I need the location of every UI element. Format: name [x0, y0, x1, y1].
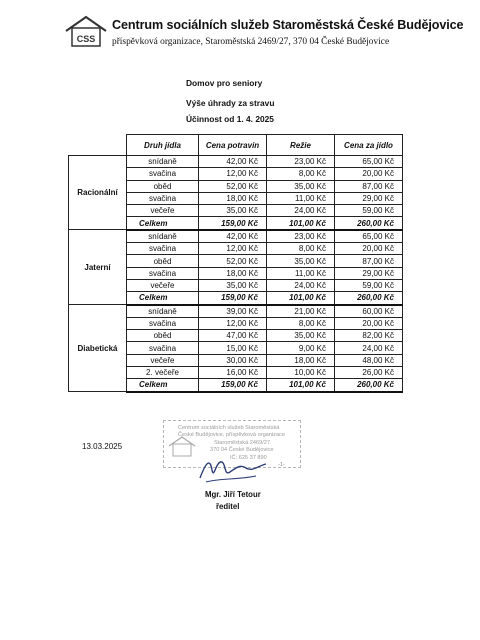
- overhead-cell: 21,00 Kč: [267, 305, 335, 318]
- meal-total-cell: 87,00 Kč: [335, 180, 403, 192]
- overhead-cell: 9,00 Kč: [267, 342, 335, 354]
- food-price-cell: 16,00 Kč: [199, 367, 267, 379]
- total-price-cell: 260,00 Kč: [335, 292, 403, 305]
- meal-cell: snídaně: [127, 156, 199, 168]
- meal-total-cell: 24,00 Kč: [335, 342, 403, 354]
- meal-total-cell: 29,00 Kč: [335, 267, 403, 279]
- house-logo-icon: [64, 14, 108, 48]
- table-row: [69, 305, 403, 318]
- total-overhead-cell: 101,00 Kč: [267, 217, 335, 230]
- food-price-cell: 30,00 Kč: [199, 354, 267, 366]
- overhead-cell: 35,00 Kč: [267, 330, 335, 342]
- meal-cell: svačina: [127, 317, 199, 329]
- total-label-cell: Celkem: [127, 217, 199, 230]
- overhead-cell: 35,00 Kč: [267, 255, 335, 267]
- meal-total-cell: 60,00 Kč: [335, 305, 403, 318]
- stamp-line: Staroměstská 2469/27: [214, 440, 270, 446]
- overhead-cell: 23,00 Kč: [267, 156, 335, 168]
- table-corner: [69, 135, 127, 156]
- food-price-cell: 15,00 Kč: [199, 342, 267, 354]
- stamp-line: Centrum sociálních služeb Staroměstská: [178, 425, 280, 431]
- total-label-cell: Celkem: [127, 292, 199, 305]
- overhead-cell: 8,00 Kč: [267, 317, 335, 329]
- meal-total-cell: 65,00 Kč: [335, 230, 403, 243]
- organization-name: Centrum sociálních služeb Staroměstská České Budějovice: [112, 18, 464, 32]
- signer-role: ředitel: [216, 502, 240, 511]
- overhead-cell: 24,00 Kč: [267, 279, 335, 291]
- table-row: [69, 156, 403, 168]
- food-price-cell: 12,00 Kč: [199, 317, 267, 329]
- food-price-cell: 35,00 Kč: [199, 279, 267, 291]
- diet-type-cell: Racionální: [69, 156, 127, 230]
- total-overhead-cell: 101,00 Kč: [267, 379, 335, 392]
- meal-cell: oběd: [127, 330, 199, 342]
- meal-cell: večeře: [127, 279, 199, 291]
- food-price-cell: 42,00 Kč: [199, 156, 267, 168]
- letterhead: [64, 14, 464, 54]
- diet-type-cell: Diabetická: [69, 305, 127, 392]
- overhead-cell: 23,00 Kč: [267, 230, 335, 243]
- food-price-cell: 52,00 Kč: [199, 255, 267, 267]
- total-food-cell: 159,00 Kč: [199, 379, 267, 392]
- overhead-cell: 8,00 Kč: [267, 243, 335, 255]
- overhead-cell: 35,00 Kč: [267, 180, 335, 192]
- food-price-cell: 18,00 Kč: [199, 192, 267, 204]
- food-price-cell: 47,00 Kč: [199, 330, 267, 342]
- document-date: 13.03.2025: [82, 442, 123, 451]
- food-price-cell: 12,00 Kč: [199, 168, 267, 180]
- meal-cell: večeře: [127, 205, 199, 217]
- diet-type-cell: Jaterní: [69, 230, 127, 305]
- organization-address: příspěvková organizace, Staroměstská 2469/27, 370 04 České Budějovice: [112, 37, 390, 47]
- stamp-line: 370 04 České Budějovice: [210, 447, 274, 453]
- meal-cell: oběd: [127, 180, 199, 192]
- meal-total-cell: 59,00 Kč: [335, 279, 403, 291]
- food-price-cell: 18,00 Kč: [199, 267, 267, 279]
- meal-total-cell: 59,00 Kč: [335, 205, 403, 217]
- column-header: Druh jídla: [127, 135, 199, 156]
- overhead-cell: 24,00 Kč: [267, 205, 335, 217]
- meal-total-cell: 20,00 Kč: [335, 317, 403, 329]
- overhead-cell: 8,00 Kč: [267, 168, 335, 180]
- meal-price-table: [68, 134, 403, 393]
- total-label-cell: Celkem: [127, 379, 199, 392]
- food-price-cell: 12,00 Kč: [199, 243, 267, 255]
- meal-cell: oběd: [127, 255, 199, 267]
- overhead-cell: 11,00 Kč: [267, 267, 335, 279]
- overhead-cell: 18,00 Kč: [267, 354, 335, 366]
- total-overhead-cell: 101,00 Kč: [267, 292, 335, 305]
- overhead-cell: 11,00 Kč: [267, 192, 335, 204]
- document-subtitle: Výše úhrady za stravu: [186, 98, 275, 108]
- meal-cell: snídaně: [127, 230, 199, 243]
- column-header: Cena potravin: [199, 135, 267, 156]
- signer-name: Mgr. Jiří Tetour: [205, 490, 261, 499]
- meal-cell: večeře: [127, 354, 199, 366]
- meal-total-cell: 87,00 Kč: [335, 255, 403, 267]
- logo-text: CSS: [76, 34, 96, 44]
- meal-cell: svačina: [127, 243, 199, 255]
- meal-cell: 2. večeře: [127, 367, 199, 379]
- document-title: Domov pro seniory: [186, 78, 263, 88]
- food-price-cell: 52,00 Kč: [199, 180, 267, 192]
- food-price-cell: 35,00 Kč: [199, 205, 267, 217]
- meal-total-cell: 82,00 Kč: [335, 330, 403, 342]
- total-food-cell: 159,00 Kč: [199, 217, 267, 230]
- food-price-cell: 42,00 Kč: [199, 230, 267, 243]
- meal-total-cell: 65,00 Kč: [335, 156, 403, 168]
- meal-total-cell: 20,00 Kč: [335, 168, 403, 180]
- overhead-cell: 10,00 Kč: [267, 367, 335, 379]
- handwritten-signature: [196, 452, 270, 486]
- table-row: [69, 230, 403, 243]
- effective-date: Účinnost od 1. 4. 2025: [186, 114, 274, 124]
- food-price-cell: 39,00 Kč: [199, 305, 267, 318]
- meal-cell: svačina: [127, 168, 199, 180]
- column-header: Režie: [267, 135, 335, 156]
- total-food-cell: 159,00 Kč: [199, 292, 267, 305]
- meal-total-cell: 26,00 Kč: [335, 367, 403, 379]
- stamp-line: IČ: 625 37 890: [230, 455, 267, 461]
- meal-total-cell: 48,00 Kč: [335, 354, 403, 366]
- table-header-row: [69, 135, 403, 156]
- table-body: [69, 156, 403, 392]
- meal-cell: snídaně: [127, 305, 199, 318]
- meal-cell: svačina: [127, 267, 199, 279]
- column-header: Cena za jídlo: [335, 135, 403, 156]
- meal-cell: svačina: [127, 192, 199, 204]
- meal-total-cell: 29,00 Kč: [335, 192, 403, 204]
- stamp-number: -1-: [278, 462, 285, 468]
- meal-total-cell: 20,00 Kč: [335, 243, 403, 255]
- meal-cell: svačina: [127, 342, 199, 354]
- total-price-cell: 260,00 Kč: [335, 217, 403, 230]
- total-price-cell: 260,00 Kč: [335, 379, 403, 392]
- stamp-line: České Budějovice, příspěvková organizace: [178, 432, 285, 438]
